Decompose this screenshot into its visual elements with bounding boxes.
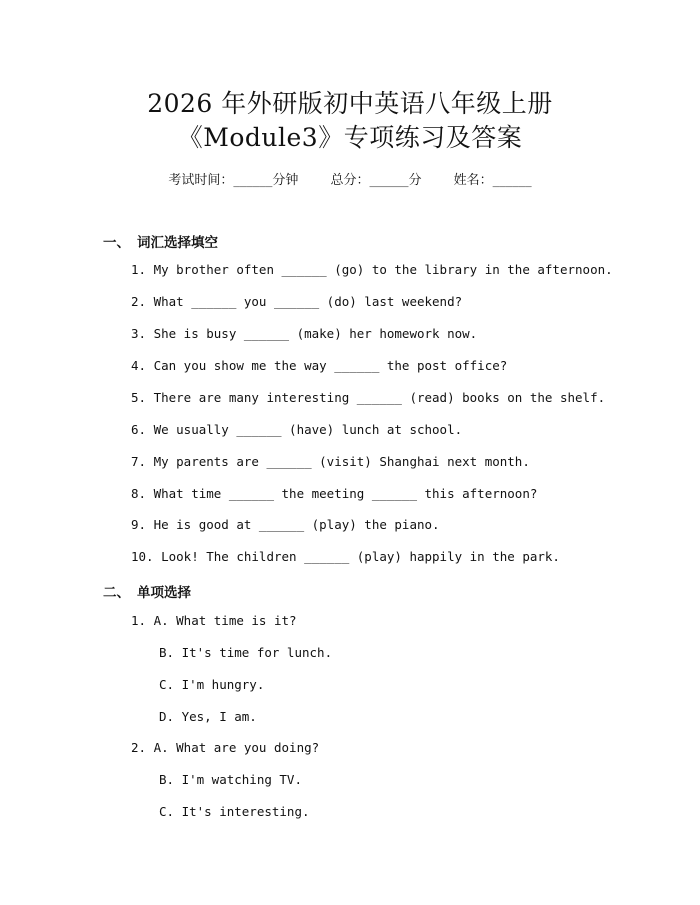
choice-option: C. I'm hungry. [159, 677, 265, 692]
choice-question: 2. A. What are you doing? [131, 740, 320, 755]
exam-meta [0, 169, 700, 188]
section-number: 二、 [103, 585, 130, 601]
question-item: 3. She is busy ______ (make) her homework now. [131, 326, 478, 341]
question-item: 1. My brother often ______ (go) to the library in the afternoon. [131, 262, 613, 277]
exam-time-field: 考试时间：______分钟 [168, 173, 299, 188]
question-item: 7. My parents are ______ (visit) Shanghai next month. [131, 454, 530, 469]
question-item: 10. Look! The children ______ (play) happily in the park. [131, 549, 560, 564]
question-item: 4. Can you show me the way ______ the post office? [131, 358, 508, 373]
choice-question: 1. A. What time is it? [131, 613, 297, 628]
question-item: 8. What time ______ the meeting ______ this afternoon? [131, 486, 538, 501]
choice-option: B. It's time for lunch. [159, 645, 333, 660]
student-name-field: 姓名：______ [453, 173, 532, 188]
question-item: 6. We usually ______ (have) lunch at school. [131, 422, 463, 437]
choice-option: D. Yes, I am. [159, 709, 257, 724]
section-number: 一、 [103, 235, 130, 251]
section-title: 词汇选择填空 [137, 235, 218, 251]
question-item: 5. There are many interesting ______ (read) books on the shelf. [131, 390, 606, 405]
exam-score-field: 总分：______分 [330, 173, 422, 188]
page-title-line1: 2026 年外研版初中英语八年级上册 [147, 89, 553, 118]
choice-option: B. I'm watching TV. [159, 772, 302, 787]
question-item: 2. What ______ you ______ (do) last weekend? [131, 294, 463, 309]
section-heading-vocab [103, 231, 218, 251]
question-item: 9. He is good at ______ (play) the piano. [131, 517, 440, 532]
section-heading-choice [103, 581, 191, 601]
choice-option: C. It's interesting. [159, 804, 310, 819]
section-title: 单项选择 [137, 585, 191, 601]
page-title-line2: 《Module3》专项练习及答案 [177, 123, 523, 152]
